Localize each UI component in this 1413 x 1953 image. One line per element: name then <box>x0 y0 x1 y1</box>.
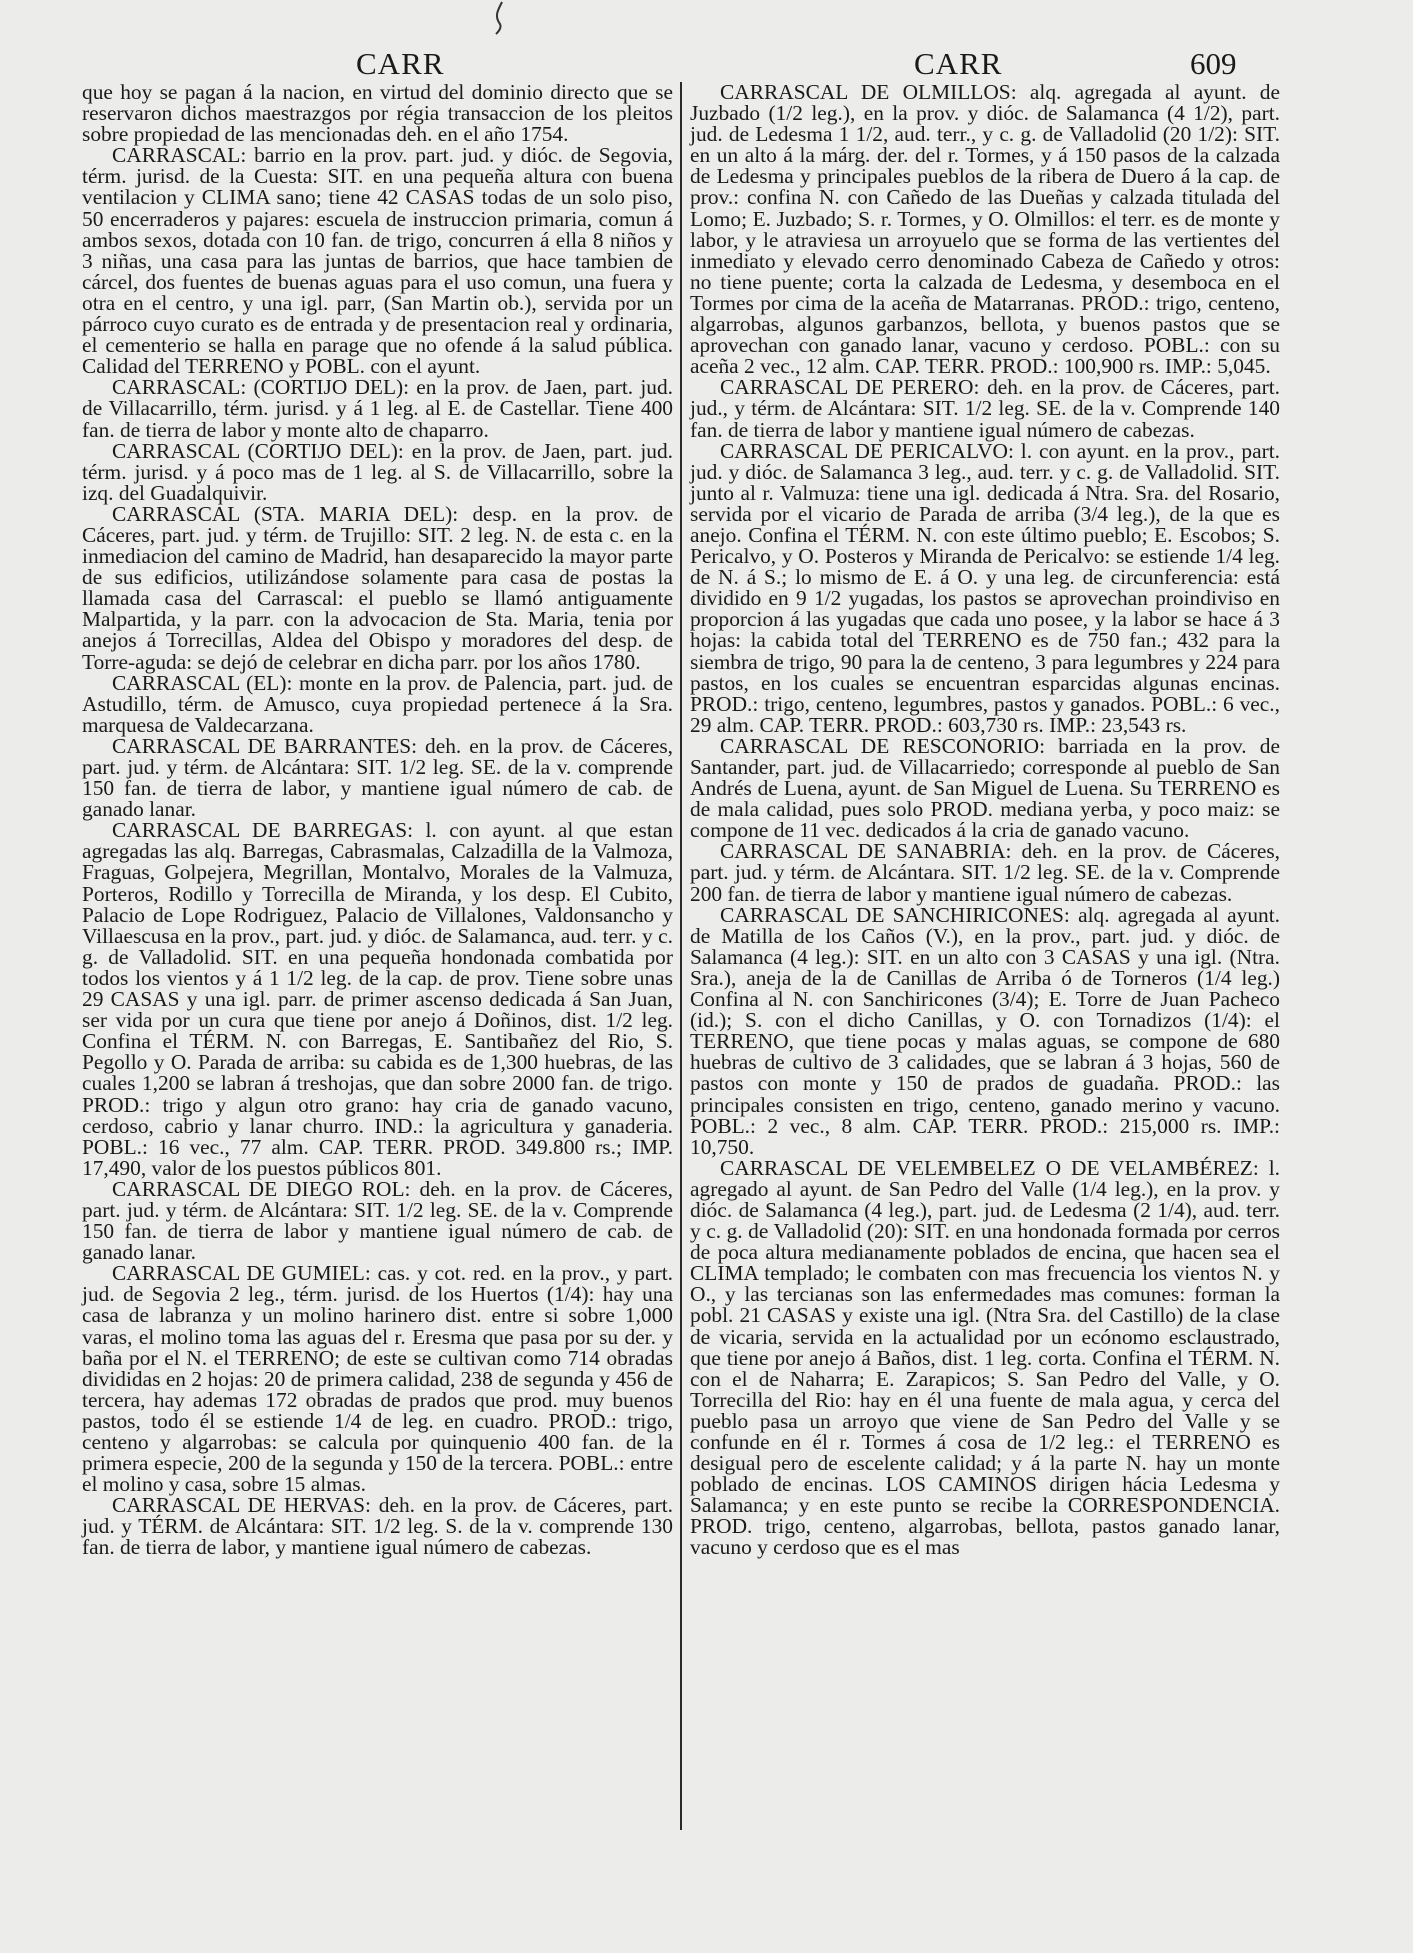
dictionary-entry: CARRASCAL DE BARREGAS: l. con ayunt. al que estan agregadas las alq. Barregas, Cabrasmalas, Calzadilla de la Valmoza, Fraguas, Golpejera, Megrillan, Montalvo, Morales de la Valmuza, Porteros, Rodillo y Torrecilla de Miranda, y los desp. El Cubito, Palacio de Lope Rodriguez, Palacio de Villalones, Valdonsancho y Villaescusa en la prov., part. jud. y dióc. de Salamanca, aud. terr. y c. g. de Valladolid. SIT. en una pequeña hondonada combatida por todos los vientos y á 1 1/2 leg. de la cap. de prov. Tiene sobre unas 29 CASAS y una igl. parr. de primer ascenso dedicada á San Juan, ser vida por un cura que tiene por anejo á Doñinos, dist. 1/2 leg. Confina el TÉRM. N. con Barregas, E. Santibañez del Rio, S. Pegollo y O. Parada de arriba: su cabida es de 1,300 huebras, de las cuales 1,200 se labran á treshojas, que dan sobre 2000 fan. de trigo. PROD.: trigo y algun otro grano: hay cria de ganado vacuno, cerdoso, cabrio y lanar churro. IND.: la agricultura y ganaderia. POBL.: 16 vec., 77 alm. CAP. TERR. PROD. 349.800 rs.; IMP. 17,490, valor de los puestos públicos 801. <box>82 818 673 1180</box>
column-divider <box>680 82 682 1830</box>
dictionary-entry: CARRASCAL: barrio en la prov. part. jud. y dióc. de Segovia, térm. jurisd. de la Cuesta: SIT. en una pequeña altura con buena ventilacion y CLIMA sano; tiene 42 CASAS todas de un solo piso, 50 encerraderos y pajares: escuela de instruccion primaria, comun á ambos sexos, dotada con 10 fan. de trigo, concurren á ella 8 niños y 3 niñas, una casa para las juntas de barrios, que hace tambien de cárcel, dos fuentes de buenas aguas para el uso comun, una fuera y otra en el centro, y una igl. parr, (San Martin ob.), servida por un párroco cuyo curato es de entrada y de presentacion real y ordinaria, el cementerio se halla en parage que no ofende á la salud pública. Calidad del TERRENO y POBL. con el ayunt. <box>82 143 673 379</box>
right-column <box>690 82 1280 1559</box>
dictionary-entry: CARRASCAL DE RESCONORIO: barriada en la prov. de Santander, part. jud. de Villacarriedo; corresponde al pueblo de San Andrés de Luena, ayunt. de San Miguel de Luena. Su TERRENO es de mala calidad, pues solo PROD. mediana yerba, y poco maiz: se compone de 11 vec. dedicados á la cria de ganado vacuno. <box>690 733 1280 843</box>
dictionary-entry: CARRASCAL DE OLMILLOS: alq. agregada al ayunt. de Juzbado (1/2 leg.), en la prov. y dióc. de Salamanca (4 1/2), part. jud. de Ledesma 1 1/2, aud. terr., y c. g. de Valladolid (20 1/2): SIT. en un alto á la márg. der. del r. Tormes, y á 150 pasos de la calzada de Ledesma y principales pueblos de la ribera de Duero á la cap. de prov.: confina N. con Cañedo de las Dueñas y calzada titulada del Lomo; E. Juzbado; S. r. Tormes, y O. Olmillos: el terr. es de monte y labor, y le atraviesa un arroyuelo que se forma de las vertientes del inmediato y elevado cerro denominado Cabeza de Cañedo y otros: no tiene puente; corta la calzada de Ledesma, y desemboca en el Tormes por cima de la aceña de Matarranas. PROD.: trigo, centeno, algarrobas, algunos garbanzos, bellota, y buenos pastos que se aprovechan con ganado lanar, vacuno y cerdoso. POBL.: con su aceña 2 vec., 12 alm. CAP. TERR. PROD.: 100,900 rs. IMP.: 5,045. <box>690 80 1280 379</box>
dictionary-entry: CARRASCAL DE PERERO: deh. en la prov. de Cáceres, part. jud., y térm. de Alcántara: SIT. 1/2 leg. SE. de la v. Comprende 140 fan. de tierra de labor y mantiene igual número de cabezas. <box>690 375 1280 442</box>
entry-continuation: que hoy se pagan á la nacion, en virtud del dominio directo que se reservaron dichos maestrazgos por régia transaccion de los pleitos sobre propiedad de las mencionadas deh. en el año 1754. <box>82 80 673 147</box>
dictionary-entry: CARRASCAL DE SANABRIA: deh. en la prov. de Cáceres, part. jud. y térm. de Alcántara. SIT. 1/2 leg. SE. de la v. Comprende 200 fan. de tierra de labor y mantiene igual número de cabezas. <box>690 839 1280 906</box>
running-head-left: CARR <box>356 46 445 81</box>
dictionary-entry: CARRASCAL DE GUMIEL: cas. y cot. red. en la prov., y part. jud. de Segovia 2 leg., térm. jurisd. de los Huertos (1/4): hay una casa de labranza y un molino harinero dist. entre si sobre 1,000 varas, el molino toma las aguas del r. Eresma que pasa por su der. y baña por el N. el TERRENO; de este se cultivan como 714 obradas divididas en 2 hojas: 20 de primera calidad, 238 de segunda y 456 de tercera, hay ademas 172 obradas de prados que prod. muy buenos pastos, todo él se estiende 1/4 de leg. en cuadro. PROD.: trigo, centeno y algarrobas: se calcula por quinquenio 400 fan. de la primera especie, 200 de la segunda y 150 de la tercera. POBL.: entre el molino y casa, sobre 15 almas. <box>82 1261 673 1497</box>
dictionary-entry: CARRASCAL DE DIEGO ROL: deh. en la prov. de Cáceres, part. jud. y térm. de Alcántara: SIT. 1/2 leg. SE. de la v. Comprende 150 fan. de tierra de labor y mantiene igual número de cab. de ganado lanar. <box>82 1176 673 1265</box>
page-number: 609 <box>1190 46 1237 81</box>
dictionary-entry: CARRASCAL DE HERVAS: deh. en la prov. de Cáceres, part. jud. y TÉRM. de Alcántara: SIT. 1/2 leg. S. de la v. comprende 130 fan. de tierra de labor, y mantiene igual número de cabezas. <box>82 1493 673 1560</box>
dictionary-entry: CARRASCAL (STA. MARIA DEL): desp. en la prov. de Cáceres, part. jud. y térm. de Trujillo: SIT. 2 leg. N. de esta c. en la inmediacion del camino de Madrid, han desaparecido la mayor parte de sus edificios, utilizándose solamente para casa de postas la llamada casa del Carrascal: el pueblo se llamó antiguamente Malpartida, y la parr. con la advocacion de Sta. Maria, tenia por anejos á Torrecillas, Aldea del Obispo y moradores del desp. de Torre-aguda: se dejó de celebrar en dicha parr. por los años 1780. <box>82 501 673 674</box>
dictionary-entry: CARRASCAL (CORTIJO DEL): en la prov. de Jaen, part. jud. térm. jurisd. y á poco mas de 1 leg. al S. de Villacarrillo, sobre la izq. del Guadalquivir. <box>82 438 673 505</box>
dictionary-entry: CARRASCAL DE BARRANTES: deh. en la prov. de Cáceres, part. jud. y térm. de Alcántara: SIT. 1/2 leg. SE. de la v. comprende 150 fan. de tierra de labor, y mantiene igual número de cab. de ganado lanar. <box>82 733 673 822</box>
dictionary-entry: CARRASCAL: (CORTIJO DEL): en la prov. de Jaen, part. jud. de Villacarrillo, térm. jurisd. y á 1 leg. al E. de Castellar. Tiene 400 fan. de tierra de labor y monte alto de chaparro. <box>82 375 673 442</box>
dictionary-entry: CARRASCAL DE SANCHIRICONES: alq. agregada al ayunt. de Matilla de los Caños (V.), en la prov., part. jud. y dióc. de Salamanca (4 leg.): SIT. en un alto con 3 CASAS y una igl. (Ntra. Sra.), aneja de la de Canillas de Arriba ó de Torneros (1/4 leg.) Confina al N. con Sanchiricones (3/4); E. Torre de Juan Pacheco (id.); S. con el dicho Canillas, y O. con Tornadizos (1/4): el TERRENO, que tiene pocas y malas aguas, se compone de 680 huebras de cultivo de 3 calidades, que se labran á 3 hojas, 560 de pastos con monte y 150 de prados de guadaña. PROD.: las principales consisten en trigo, centeno, ganado merino y vacuno. POBL.: 2 vec., 8 alm. CAP. TERR. PROD.: 215,000 rs. IMP.: 10,750. <box>690 902 1280 1159</box>
dictionary-entry: CARRASCAL (EL): monte en la prov. de Palencia, part. jud. de Astudillo, térm. de Amusco, cuya propiedad pertenece á la Sra. marquesa de Valdecarzana. <box>82 670 673 737</box>
running-head-right: CARR <box>914 46 1003 81</box>
left-column <box>82 82 673 1559</box>
dictionary-entry: CARRASCAL DE PERICALVO: l. con ayunt. en la prov., part. jud. y dióc. de Salamanca 3 leg., aud. terr. y c. g. de Valladolid. SIT. junto al r. Valmuza: tiene una igl. dedicada á Ntra. Sra. del Rosario, servida por el vicario de Parada de arriba (3/4 leg.), de la que es anejo. Confina el TÉRM. N. con este último pueblo; E. Escobos; S. Pericalvo, y O. Posteros y Miranda de Pericalvo: se estiende 1/4 leg. de N. á S.; lo mismo de E. á O. y una leg. de circunferencia: está dividido en 9 1/2 yugadas, los pastos se aprovechan proindiviso en proporcion á las yugadas que cada uno posee, y la labor se hace á 3 hojas: la cabida total del TERRENO es de 750 fan.; 432 para la siembra de trigo, 90 para la de centeno, 3 para legumbres y 224 para pastos, en los cuales se encuentran esparcidas algunas encinas. PROD.: trigo, centeno, legumbres, pastos y ganados. POBL.: 6 vec., 29 alm. CAP. TERR. PROD.: 603,730 rs. IMP.: 23,543 rs. <box>690 438 1280 737</box>
dictionary-entry: CARRASCAL DE VELEMBELEZ O DE VELAMBÉREZ: l. agregado al ayunt. de San Pedro del Valle (1/4 leg.), en la prov. y dióc. de Salamanca (4 leg.), part. jud. de Ledesma (2 1/4), aud. terr. y c. g. de Valladolid (20): SIT. en una hondonada formada por cerros de poca altura medianamente poblados de encina, que hacen sea el CLIMA templado; le combaten con mas frecuencia los vientos N. y O., y las tercianas son las enfermedades mas comunes: forman la pobl. 21 CASAS y existe una igl. (Ntra Sra. del Castillo) de la clase de vicaria, servida en la actualidad por un ecónomo esclaustrado, que tiene por anejo á Baños, dist. 1 leg. corta. Confina el TÉRM. N. con el de Naharra; E. Zarapicos; S. San Pedro del Valle, y O. Torrecilla del Rio: hay en él una fuente de mala agua, y cerca del pueblo pasa un arroyo que viene de San Pedro del Valle y se confunde en él r. Tormes á cosa de 1/2 leg.: el TERRENO es desigual pero de escelente calidad; y á la parte N. hay un monte poblado de encinas. LOS CAMINOS dirigen hácia Ledesma y Salamanca; y en este punto se recibe la CORRESPONDENCIA. PROD. trigo, centeno, algarrobas, bellota, pastos ganado lanar, vacuno y cerdoso que es el mas <box>690 1155 1280 1560</box>
ink-mark-icon <box>488 0 518 36</box>
